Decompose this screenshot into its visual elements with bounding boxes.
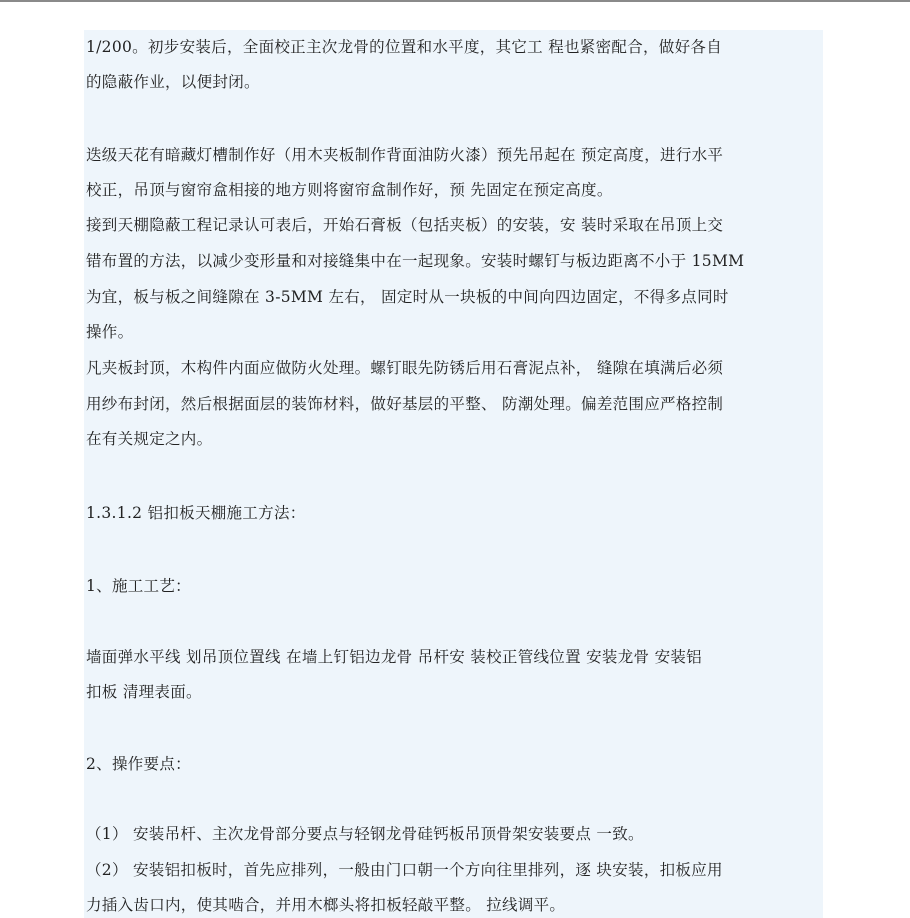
- text-line: 墙面弹水平线 划吊顶位置线 在墙上钉铝边龙骨 吊杆安 装校正管线位置 安装龙骨 安装铝: [86, 648, 702, 666]
- subsection-heading: 2、操作要点：: [86, 755, 191, 773]
- text-line: 为宜，板与板之间缝隙在 3-5MM 左右， 固定时从一块板的中间向四边固定，不得多点同时: [86, 288, 729, 306]
- text-line: 凡夹板封顶，木构件内面应做防火处理。螺钉眼先防锈后用石膏泥点补， 缝隙在填满后必须: [86, 359, 724, 377]
- text-line: 力插入齿口内，使其啮合，并用木榔头将扣板轻敲平整。 拉线调平。: [86, 896, 566, 914]
- list-item: （2） 安装铝扣板时，首先应排列，一般由门口朝一个方向往里排列，逐 块安装，扣板应用: [86, 861, 723, 879]
- text-line: 校正，吊顶与窗帘盒相接的地方则将窗帘盒制作好，预 先固定在预定高度。: [86, 181, 613, 199]
- text-line: 在有关规定之内。: [86, 430, 213, 448]
- text-line: 扣板 清理表面。: [86, 683, 202, 701]
- text-line: 1/200。初步安装后，全面校正主次龙骨的位置和水平度，其它工 程也紧密配合，做好各自: [86, 38, 722, 56]
- text-line: 操作。: [86, 323, 134, 341]
- text-line: 迭级天花有暗藏灯槽制作好（用木夹板制作背面油防火漆）预先吊起在 预定高度，进行水平: [86, 146, 724, 164]
- text-line: 用纱布封闭，然后根据面层的装饰材料，做好基层的平整、 防潮处理。偏差范围应严格控制: [86, 395, 724, 413]
- section-heading: 1.3.1.2 铝扣板天棚施工方法：: [86, 504, 306, 522]
- list-item: （1） 安装吊杆、主次龙骨部分要点与轻钢龙骨硅钙板吊顶骨架安装要点 一致。: [86, 825, 644, 843]
- subsection-heading: 1、施工工艺：: [86, 577, 191, 595]
- text-line: 的隐蔽作业，以便封闭。: [86, 73, 260, 91]
- text-line: 接到天棚隐蔽工程记录认可表后，开始石膏板（包括夹板）的安装，安 装时采取在吊顶上交: [86, 216, 724, 234]
- top-border: [0, 0, 910, 2]
- text-line: 错布置的方法，以减少变形量和对接缝集中在一起现象。安装时螺钉与板边距离不小于 15MM: [86, 252, 745, 270]
